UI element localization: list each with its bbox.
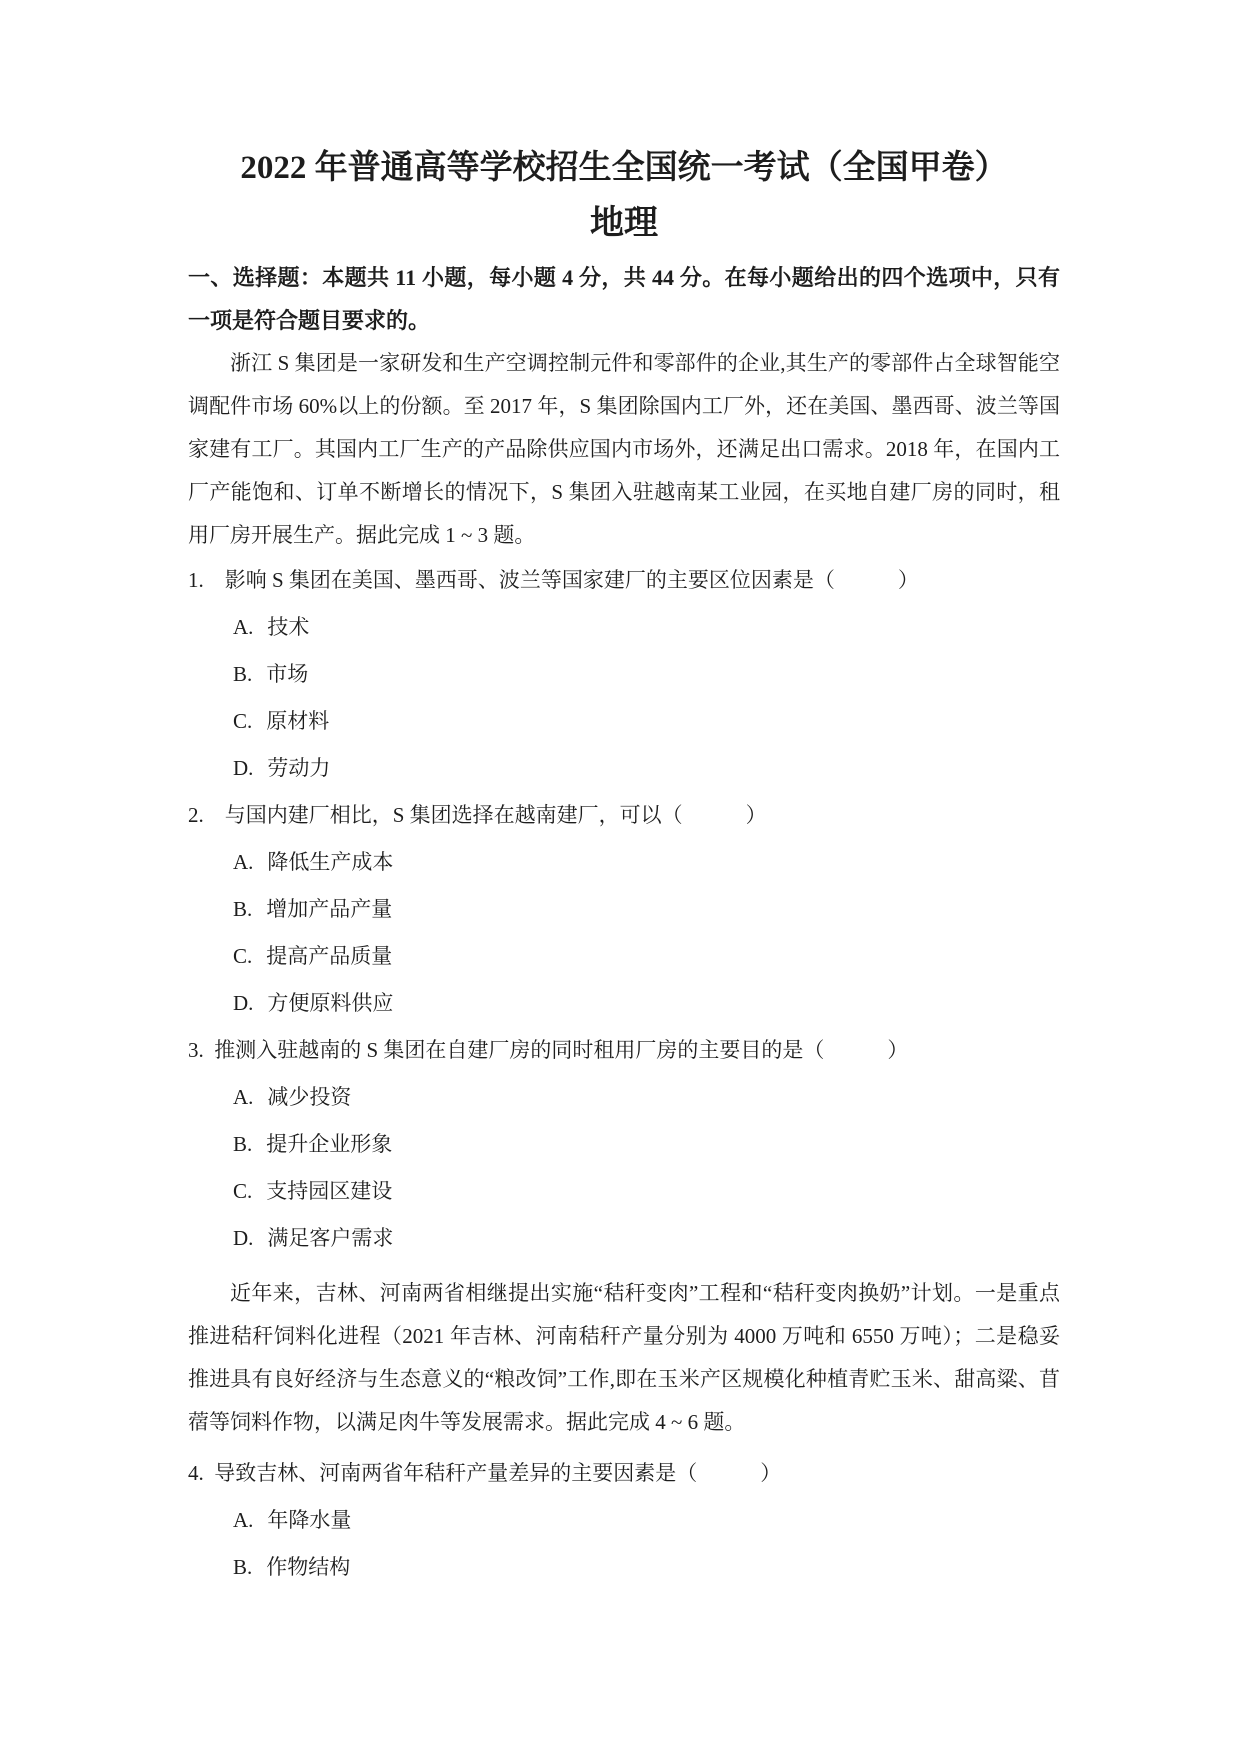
option-text: 技术 (267, 615, 310, 639)
option-label: C. (233, 709, 253, 733)
question-2-stem-line (188, 792, 1060, 839)
option-label: B. (233, 897, 253, 921)
option-label: A. (233, 850, 254, 874)
option-text: 年降水量 (267, 1508, 352, 1532)
option-text: 方便原料供应 (267, 991, 394, 1015)
option-label: B. (233, 1132, 253, 1156)
option-text: 满足客户需求 (267, 1226, 394, 1250)
question-3-option-d (188, 1215, 1060, 1262)
question-1-number: 1. (188, 568, 225, 592)
option-text: 劳动力 (267, 756, 331, 780)
question-2-number: 2. (188, 803, 225, 827)
question-3-number: 3. (188, 1038, 215, 1062)
question-2-stem: 与国内建厂相比，S 集团选择在越南建厂，可以（ ） (224, 803, 767, 827)
option-text: 提高产品质量 (266, 944, 393, 968)
question-1-option-c (188, 698, 1060, 745)
option-text: 增加产品产量 (266, 897, 393, 921)
question-1-stem: 影响 S 集团在美国、墨西哥、波兰等国家建厂的主要区位因素是（ ） (224, 568, 919, 592)
question-2-option-d (188, 980, 1060, 1027)
question-4-stem-line (188, 1450, 1060, 1497)
question-2-option-b (188, 886, 1060, 933)
exam-content (188, 148, 1060, 1591)
question-4 (188, 1450, 1060, 1591)
question-4-stem: 导致吉林、河南两省年秸秆产量差异的主要因素是（ ） (214, 1461, 782, 1485)
option-label: A. (233, 615, 254, 639)
question-3-option-b (188, 1121, 1060, 1168)
option-label: A. (233, 1085, 254, 1109)
option-text: 减少投资 (267, 1085, 352, 1109)
option-label: C. (233, 1179, 253, 1203)
question-3-option-a (188, 1074, 1060, 1121)
passage-2: 近年来，吉林、河南两省相继提出实施“秸秆变肉”工程和“秸秆变肉换奶”计划。一是重点推进秸秆饲料化进程（2021 年吉林、河南秸秆产量分别为 4000 万吨和 6550 万吨）；二是稳妥推进具有良好经济与生态意义的“粮改饲”工作,即在玉米产区规模化种植青贮玉米、甜高粱、苜蓿等饲料作物，以满足肉牛等发展需求。据此完成 4 ~ 6 题。 (188, 1281, 1060, 1434)
question-4-number: 4. (188, 1461, 215, 1485)
question-3-stem: 推测入驻越南的 S 集团在自建厂房的同时租用厂房的主要目的是（ ） (214, 1038, 909, 1062)
option-text: 原材料 (266, 709, 330, 733)
exam-subject: 地理 (590, 205, 658, 242)
question-2 (188, 792, 1060, 1027)
question-3 (188, 1027, 1060, 1262)
question-4-option-b (188, 1544, 1060, 1591)
question-1 (188, 557, 1060, 792)
exam-title: 2022 年普通高等学校招生全国统一考试（全国甲卷） (240, 150, 1008, 186)
option-label: C. (233, 944, 253, 968)
option-text: 市场 (266, 662, 309, 686)
question-4-option-a (188, 1497, 1060, 1544)
option-label: B. (233, 662, 253, 686)
option-label: D. (233, 1226, 254, 1250)
option-label: D. (233, 991, 254, 1015)
question-2-option-a (188, 839, 1060, 886)
option-text: 作物结构 (266, 1555, 351, 1579)
option-label: D. (233, 756, 254, 780)
option-text: 提升企业形象 (266, 1132, 393, 1156)
question-1-option-a (188, 604, 1060, 651)
option-text: 降低生产成本 (267, 850, 394, 874)
option-text: 支持园区建设 (266, 1179, 393, 1203)
passage-1: 浙江 S 集团是一家研发和生产空调控制元件和零部件的企业,其生产的零部件占全球智能空调配件市场 60%以上的份额。至 2017 年，S 集团除国内工厂外，还在美国、墨西哥、波兰等国家建有工厂。其国内工厂生产的产品除供应国内市场外，还满足出口需求。2018 年，在国内工厂产能饱和、订单不断增长的情况下，S 集团入驻越南某工业园，在买地自建厂房的同时，租用厂房开展生产。据此完成 1 ~ 3 题。 (188, 351, 1060, 547)
question-3-option-c (188, 1168, 1060, 1215)
question-1-stem-line (188, 557, 1060, 604)
section-one-heading: 一、选择题：本题共 11 小题，每小题 4 分，共 44 分。在每小题给出的四个选项中，只有一项是符合题目要求的。 (188, 265, 1060, 333)
option-label: A. (233, 1508, 254, 1532)
option-label: B. (233, 1555, 253, 1579)
question-1-option-d (188, 745, 1060, 792)
question-3-stem-line (188, 1027, 1060, 1074)
question-2-option-c (188, 933, 1060, 980)
question-1-option-b (188, 651, 1060, 698)
